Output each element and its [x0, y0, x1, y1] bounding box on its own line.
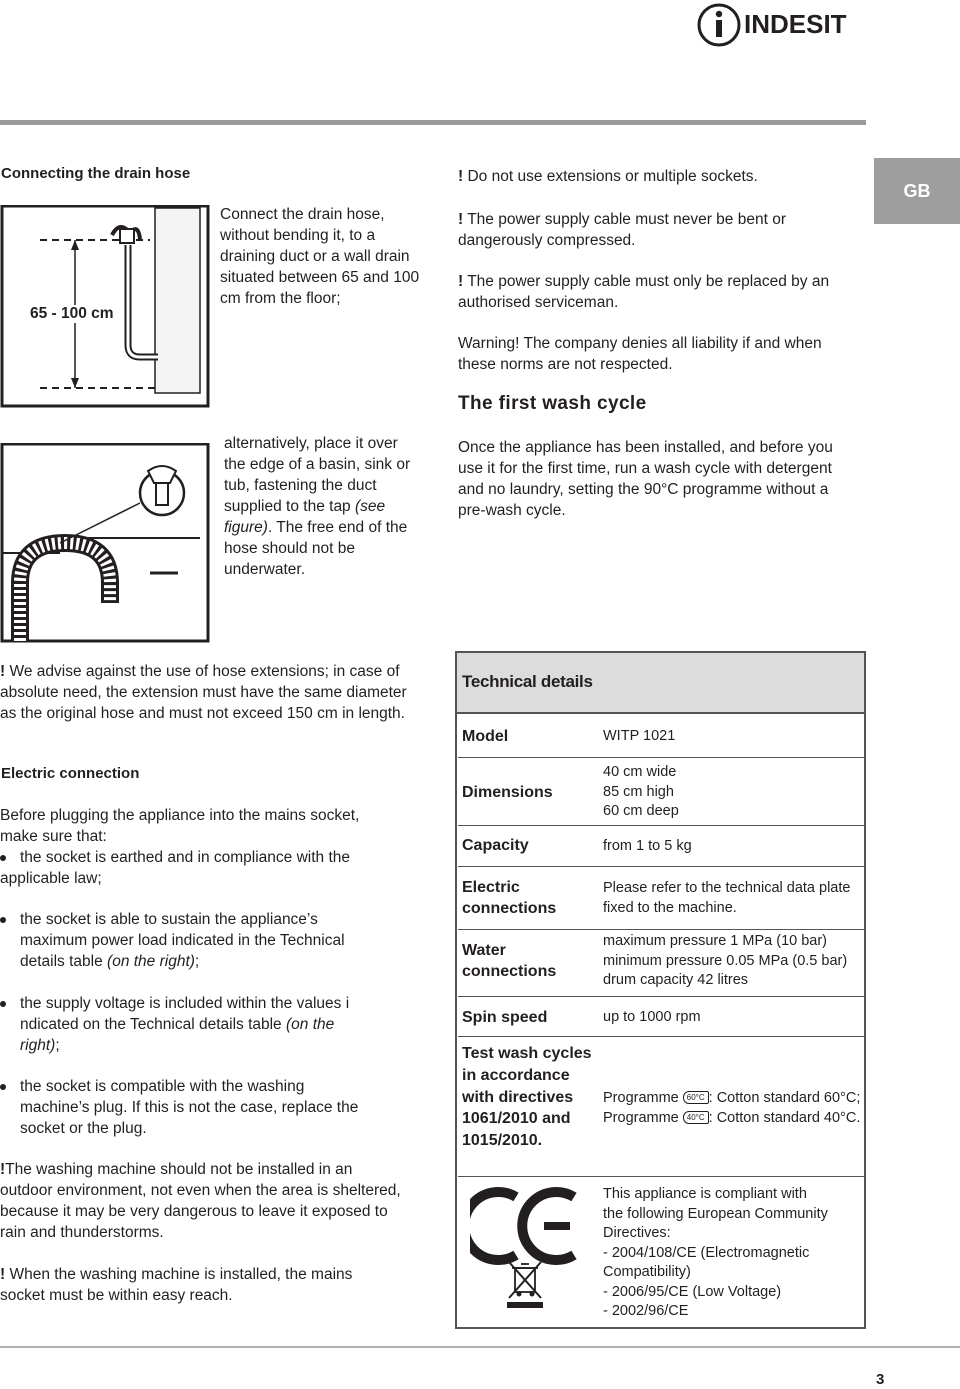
- drain-heading: Connecting the drain hose: [1, 165, 191, 182]
- tech-value-test-wash: [603, 1089, 865, 1128]
- brand-logo: [696, 2, 871, 48]
- safety-note-1: ! Do not use extensions or multiple sockets.: [458, 168, 758, 185]
- tech-value-capacity: from 1 to 5 kg: [603, 838, 692, 854]
- tech-value-spin: up to 1000 rpm: [603, 1009, 701, 1025]
- height-label: 65 - 100 cm: [30, 305, 114, 322]
- drain-text-2-italic: (see figure): [224, 498, 386, 536]
- programme-60-icon: 60°C: [683, 1091, 709, 1104]
- language-tab: [874, 158, 960, 224]
- weee-symbol: [505, 1258, 545, 1315]
- tech-title: Technical details: [462, 672, 593, 691]
- drain-text-2a: alternatively, place it over the edge of a basin, sink or tub, fastening the duct supplied to the tap: [224, 435, 411, 515]
- safety-note-3: ! The power supply cable must only be replaced by an authorised serviceman.: [458, 273, 830, 311]
- tech-label-dimensions: Dimensions: [462, 784, 553, 801]
- outdoor-warning: !The washing machine should not be installed in an outdoor environment, not even when the area is sheltered, because it may be very dangerous to leave it exposed to rain and thunderstorms.: [0, 1161, 401, 1241]
- hose-extension-note: ! We advise against the use of hose extensions; in case of absolute need, the extension must have the same diameter as the original hose and must not exceed 150 cm in length.: [0, 663, 407, 722]
- tech-row-divider: [458, 1036, 866, 1037]
- electric-intro: Before plugging the appliance into the mains socket, make sure that:: [0, 807, 360, 845]
- electric-bullet-1: the socket is earthed and in compliance with the applicable law;: [0, 849, 350, 887]
- safety-warning: Warning! The company denies all liability if and when these norms are not respected.: [458, 335, 822, 373]
- tech-label-water: Water connections: [462, 942, 557, 980]
- drain-text-2: [224, 433, 414, 580]
- indesit-logo-icon: [696, 2, 744, 48]
- electric-heading: Electric connection: [1, 765, 140, 782]
- tech-value-electric: Please refer to the technical data plate fixed to the machine.: [603, 880, 851, 916]
- test-programme-40: Programme 40°C : Cotton standard 40°C.: [603, 1109, 861, 1126]
- brand-name: INDESIT: [744, 9, 847, 39]
- programme-40-icon: 40°C: [683, 1111, 709, 1124]
- footer-rule: [0, 1346, 960, 1348]
- language-tab-label: GB: [903, 181, 931, 201]
- tech-row-divider: [458, 866, 866, 867]
- first-wash-heading: The first wash cycle: [458, 393, 647, 414]
- tech-row-divider: [458, 757, 866, 758]
- tech-value-water: maximum pressure 1 MPa (10 bar) minimum pressure 0.05 MPa (0.5 bar) drum capacity 42 litres: [603, 933, 848, 988]
- tech-row-divider: [458, 1176, 866, 1177]
- drain-text-2c: . The free end of the hose should not be underwater.: [224, 519, 408, 578]
- tech-row-divider: [458, 929, 866, 930]
- tech-label-model: Model: [462, 728, 509, 745]
- tech-row-divider: [458, 825, 866, 826]
- tech-label-electric: Electric connections: [462, 879, 557, 917]
- safety-note-2: ! The power supply cable must never be bent or dangerously compressed.: [458, 211, 786, 249]
- tech-value-dimensions: 40 cm wide 85 cm high 60 cm deep: [603, 764, 679, 819]
- socket-reach-note: ! When the washing machine is installed, the mains socket must be within easy reach.: [0, 1266, 353, 1304]
- test-programme-60: Programme 60°C : Cotton standard 60°C;: [603, 1090, 861, 1106]
- tech-label-capacity: Capacity: [462, 837, 529, 854]
- electric-bullet-4: the socket is compatible with the washing machine’s plug. If this is not the case, replace the socket or the plug.: [0, 1076, 370, 1139]
- tech-label-test-wash: Test wash cycles in accordance with directives 1061/2010 and 1015/2010.: [462, 1045, 592, 1150]
- drain-text-1: Connect the drain hose, without bending it, to a draining duct or a wall drain situated between 65 and 100 cm from the floor;: [220, 206, 420, 307]
- header-rule: [0, 120, 866, 125]
- tech-value-model: WITP 1021: [603, 728, 676, 744]
- crossed-bin-icon: [505, 1258, 545, 1310]
- electric-bullet-2: the socket is able to sustain the appliance’s maximum power load indicated in the Technical details table (on the right);: [0, 909, 370, 972]
- compliance-text: This appliance is compliant with the following European Community Directives: - 2004/108/CE (Electromagnetic Compatibility) - 2006/95/CE (Low Voltage) - 2002/96/CE: [603, 1186, 828, 1319]
- figure-basin: [0, 443, 210, 643]
- tech-label-spin: Spin speed: [462, 1009, 548, 1026]
- electric-bullet-3: the supply voltage is included within the values i ndicated on the Technical details table (on the right);: [0, 993, 370, 1056]
- basin-illustration: [0, 443, 210, 643]
- first-wash-text: Once the appliance has been installed, and before you use it for the first time, run a wash cycle with detergent and no laundry, setting the 90°C programme without a pre-wash cycle.: [458, 439, 833, 519]
- tech-row-divider: [458, 996, 866, 997]
- page-number: 3: [876, 1371, 885, 1388]
